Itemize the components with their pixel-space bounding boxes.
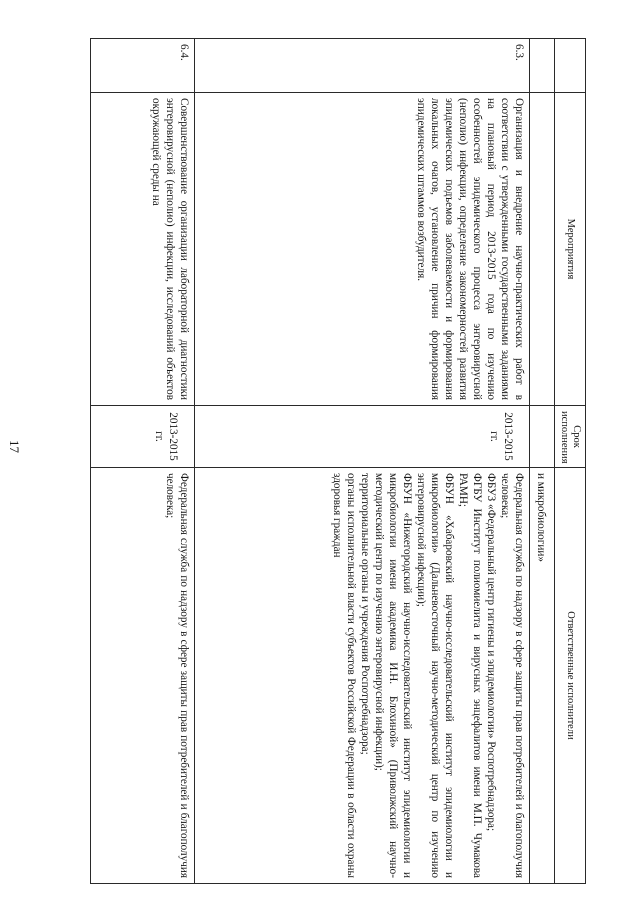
row-number: 6.4. bbox=[91, 39, 195, 93]
header-term: Срок исполнения bbox=[555, 406, 586, 468]
row-number: 6.3. bbox=[195, 39, 530, 93]
header-responsible: Ответственные исполнители bbox=[555, 468, 586, 884]
row-responsible bbox=[91, 468, 195, 884]
page-number: 17 bbox=[7, 440, 22, 453]
responsible-item: Федеральная служба по надзору в сфере защиты прав потребителей и благополучия человека; bbox=[499, 473, 525, 878]
activities-table bbox=[90, 38, 586, 884]
table-row bbox=[195, 39, 530, 884]
rotated-page bbox=[96, 38, 586, 883]
header-activities: Мероприятия bbox=[555, 93, 586, 406]
responsible-item: ФГБУ Институт полиомиелита и вирусных энцефалитов имени М.П. Чумакова РАМН; bbox=[457, 473, 483, 878]
responsible-item: органы исполнительной власти субъектов Российской Федерации в области охраны здоровья граждан bbox=[331, 473, 357, 878]
row-responsible bbox=[195, 468, 530, 884]
table-row bbox=[91, 39, 195, 884]
continuation-responsible: и микробиологии» bbox=[530, 468, 555, 884]
header-number bbox=[555, 39, 586, 93]
responsible-item: территориальные органы и учреждения Роспотребнадзора; bbox=[359, 473, 371, 755]
row-term: 2013-2015 гг. bbox=[91, 406, 195, 468]
continuation-row bbox=[530, 39, 555, 884]
table-header-row bbox=[555, 39, 586, 884]
row-activity: Совершенствование организации лабораторной диагностики энтеровирусной (неполио) инфекции, исследований объектов окружающей среды на bbox=[91, 93, 195, 406]
responsible-item: ФБУН «Хабаровский научно-исследовательский институт эпидемиологии и микробиологии» (Дальневосточный научно-методический центр по изучению энтеровирусной инфекции); bbox=[415, 473, 455, 878]
responsible-item: ФБУЗ «Федеральный центр гигиены и эпидемиологии» Роспотребнадзора; bbox=[485, 473, 497, 832]
responsible-item: ФБУН «Нижегородский научно-исследовательский институт эпидемиологии и микробиологии имени академика И.Н. Блохиной» (Приволжский научно-методический центр по изучению энтеровирусной инфекции); bbox=[373, 473, 413, 878]
row-activity: Организация и внедрение научно-практических работ в соответствии с утвержденными государственными заданиями на плановый период 2013-2015 года по изучению особенностей эпидемического процесса энтеровирусной (неполио) инфекции, определение закономерностей развития эпидемических подъемов заболеваемости и формирования локальных очагов, установление причин формирования эпидемических штаммов возбудителя. bbox=[195, 93, 530, 406]
responsible-item: Федеральная служба по надзору в сфере защиты прав потребителей и благополучия человека; bbox=[164, 473, 190, 878]
row-term: 2013-2015 гг. bbox=[195, 406, 530, 468]
